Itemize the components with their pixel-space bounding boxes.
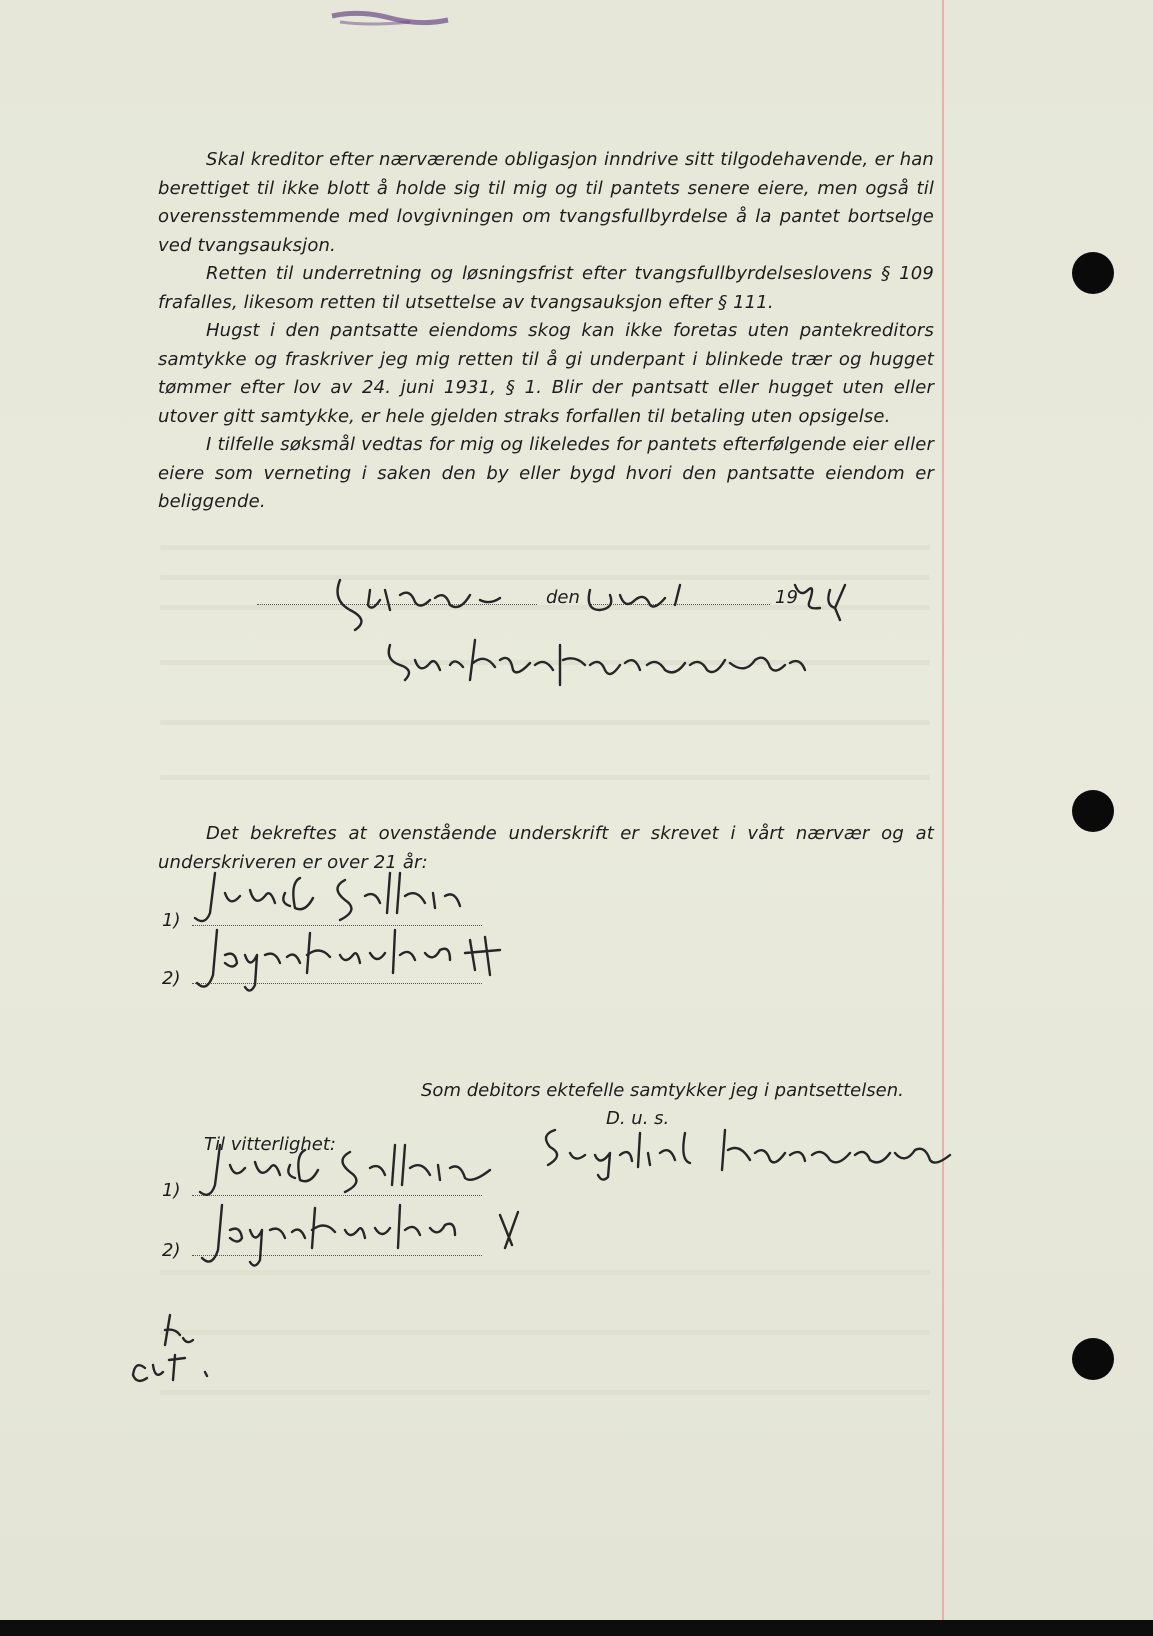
witness-signature-1 (195, 868, 495, 928)
paragraph-notice-waiver: Retten til underretning og løsningsfrist efter tvangsfullbyrdelseslovens § 109 frafalles, likesom retten til utsettelse av tvangsauksjon efter § 111. (158, 263, 934, 313)
punch-hole (1072, 790, 1114, 832)
witness-number-2: 2) (162, 968, 181, 989)
debtor-signature (385, 635, 855, 695)
year-prefix: 19 (775, 587, 798, 608)
til-vitterlighet-label: Til vitterlighet: (204, 1134, 336, 1155)
vitterlighet-signature-1 (200, 1140, 520, 1205)
punch-hole (1072, 1338, 1114, 1380)
paragraph-logging: Hugst i den pantsatte eiendoms skog kan ikke foretas uten pantekreditors samtykke og fraskriver jeg mig retten til å gi underpant i blinkede trær og hugget tømmer efter lov av 24. juni 1931, § 1. Blir der pantsatt eller hugget uten eller utover gitt samtykke, er hele gjelden straks forfallen til betaling uten opsigelse. (158, 320, 934, 427)
bleed-through (160, 1390, 930, 1395)
punch-hole (1072, 252, 1114, 294)
witness-number-1: 1) (162, 910, 181, 931)
spouse-signature (540, 1125, 970, 1185)
witness-signature-2 (195, 925, 555, 1005)
spouse-consent: Som debitors ektefelle samtykker jeg i pantsettelsen. (421, 1080, 904, 1101)
scan-border (0, 1620, 1153, 1636)
bleed-through (160, 545, 930, 550)
paragraph-venue: I tilfelle søksmål vedtas for mig og likeledes for pantets efterfølgende eier eller eiere som verneting i saken den by eller bygd hvori den pantsatte eiendom er beliggende. (158, 434, 934, 512)
purple-ink-mark (330, 6, 450, 30)
vitterlighet-number-1: 1) (162, 1180, 181, 1201)
obligation-terms (158, 146, 934, 517)
bleed-through (160, 1330, 930, 1335)
bleed-through (160, 775, 930, 780)
bleed-through (160, 720, 930, 725)
vitterlighet-signature-2 (200, 1200, 560, 1280)
vitterlighet-number-2: 2) (162, 1240, 181, 1261)
date-den-label: den (546, 587, 580, 608)
dus-abbreviation: D. u. s. (606, 1108, 670, 1129)
margin-line (942, 0, 944, 1620)
margin-annotation (125, 1310, 235, 1390)
witness-statement: Det bekreftes at ovenstående underskrift er skrevet i vårt nærvær og at underskriveren er over 21 år: (158, 823, 934, 873)
paragraph-enforcement: Skal kreditor efter nærværende obligasjon inndrive sitt tilgodehavende, er han berettiget til ikke blott å holde sig til mig og til pantets senere eiere, men også til overensstemmende med lovgivningen om tvangsfullbyrdelse å la pantet bortselge ved tvangsauksjon. (158, 149, 934, 256)
